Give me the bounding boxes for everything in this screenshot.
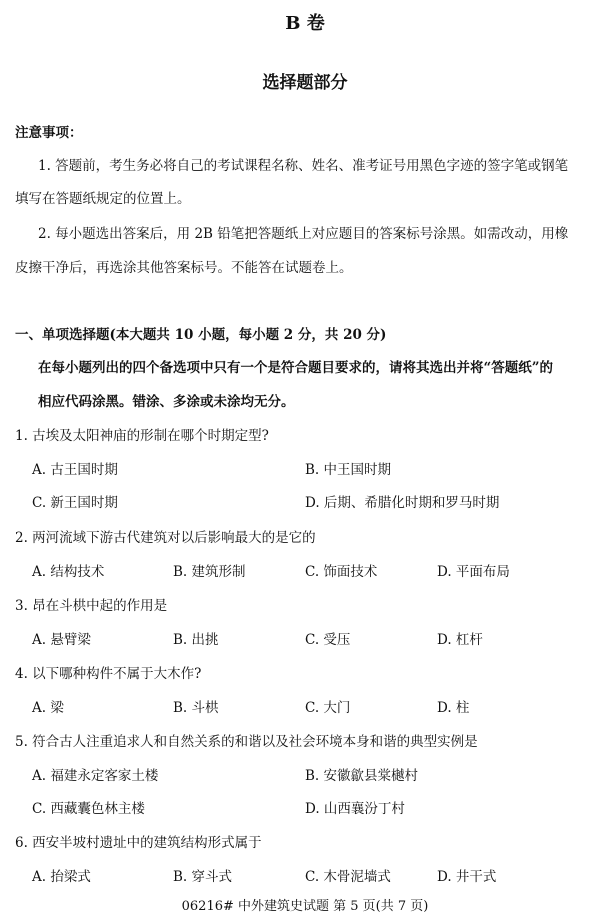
section-title: 选择题部分: [262, 73, 348, 93]
question-5-option-a: A. 福建永定客家土楼: [32, 768, 159, 784]
notice-item-1-line-1: 1. 答题前，考生务必将自己的考试课程名称、姓名、准考证号用黑色字迹的签字笔或钢笔: [38, 158, 569, 174]
paper-label: B 卷: [285, 13, 325, 34]
question-4-option-c: C. 大门: [305, 700, 351, 716]
question-1-option-d: D. 后期、希腊化时期和罗马时期: [305, 495, 500, 511]
question-2-stem: 2. 两河流域下游古代建筑对以后影响最大的是它的: [15, 530, 316, 546]
question-5-option-d: D. 山西襄汾丁村: [305, 801, 405, 817]
question-5-option-b: B. 安徽歙县棠樾村: [305, 768, 419, 784]
part1-heading: 一、单项选择题(本大题共 10 小题，每小题 2 分，共 20 分): [15, 327, 387, 343]
part1-instruction-line-2: 相应代码涂黑。错涂、多涂或未涂均无分。: [38, 394, 295, 410]
question-6-option-b: B. 穿斗式: [173, 869, 233, 885]
part1-instruction-line-1: 在每小题列出的四个备选项中只有一个是符合题目要求的，请将其选出并将“答题纸”的: [38, 360, 554, 376]
question-2-option-b: B. 建筑形制: [173, 564, 246, 580]
question-6-option-a: A. 抬梁式: [32, 869, 91, 885]
question-1-option-b: B. 中王国时期: [305, 462, 392, 478]
question-3-option-a: A. 悬臂梁: [32, 632, 91, 648]
question-6-option-d: D. 井干式: [437, 869, 497, 885]
question-5-option-c: C. 西藏囊色林主楼: [32, 801, 145, 817]
question-2-option-d: D. 平面布局: [437, 564, 510, 580]
notice-item-2-line-1: 2. 每小题选出答案后，用 2B 铅笔把答题纸上对应题目的答案标号涂黑。如需改动，用橡: [38, 226, 569, 242]
question-3-option-b: B. 出挑: [173, 632, 219, 648]
notice-heading: 注意事项：: [15, 125, 83, 141]
question-3-option-d: D. 杠杆: [437, 632, 483, 648]
notice-item-1-line-2: 填写在答题纸规定的位置上。: [15, 191, 191, 207]
notice-item-2-line-2: 皮擦干净后，再选涂其他答案标号。不能答在试题卷上。: [15, 260, 353, 276]
question-4-option-a: A. 梁: [32, 700, 64, 716]
question-4-option-b: B. 斗栱: [173, 700, 219, 716]
question-4-option-d: D. 柱: [437, 700, 470, 716]
question-1-stem: 1. 古埃及太阳神庙的形制在哪个时期定型?: [15, 428, 269, 444]
question-2-option-a: A. 结构技术: [32, 564, 105, 580]
question-3-stem: 3. 昂在斗栱中起的作用是: [15, 598, 168, 614]
question-2-option-c: C. 饰面技术: [305, 564, 378, 580]
page-footer: 06216# 中外建筑史试题 第 5 页(共 7 页): [181, 899, 429, 914]
question-4-stem: 4. 以下哪种构件不属于大木作?: [15, 666, 202, 682]
question-5-stem: 5. 符合古人注重追求人和自然关系的和谐以及社会环境本身和谐的典型实例是: [15, 734, 478, 750]
question-6-stem: 6. 西安半坡村遗址中的建筑结构形式属于: [15, 835, 262, 851]
question-6-option-c: C. 木骨泥墙式: [305, 869, 391, 885]
question-1-option-a: A. 古王国时期: [32, 462, 118, 478]
question-3-option-c: C. 受压: [305, 632, 351, 648]
question-1-option-c: C. 新王国时期: [32, 495, 118, 511]
